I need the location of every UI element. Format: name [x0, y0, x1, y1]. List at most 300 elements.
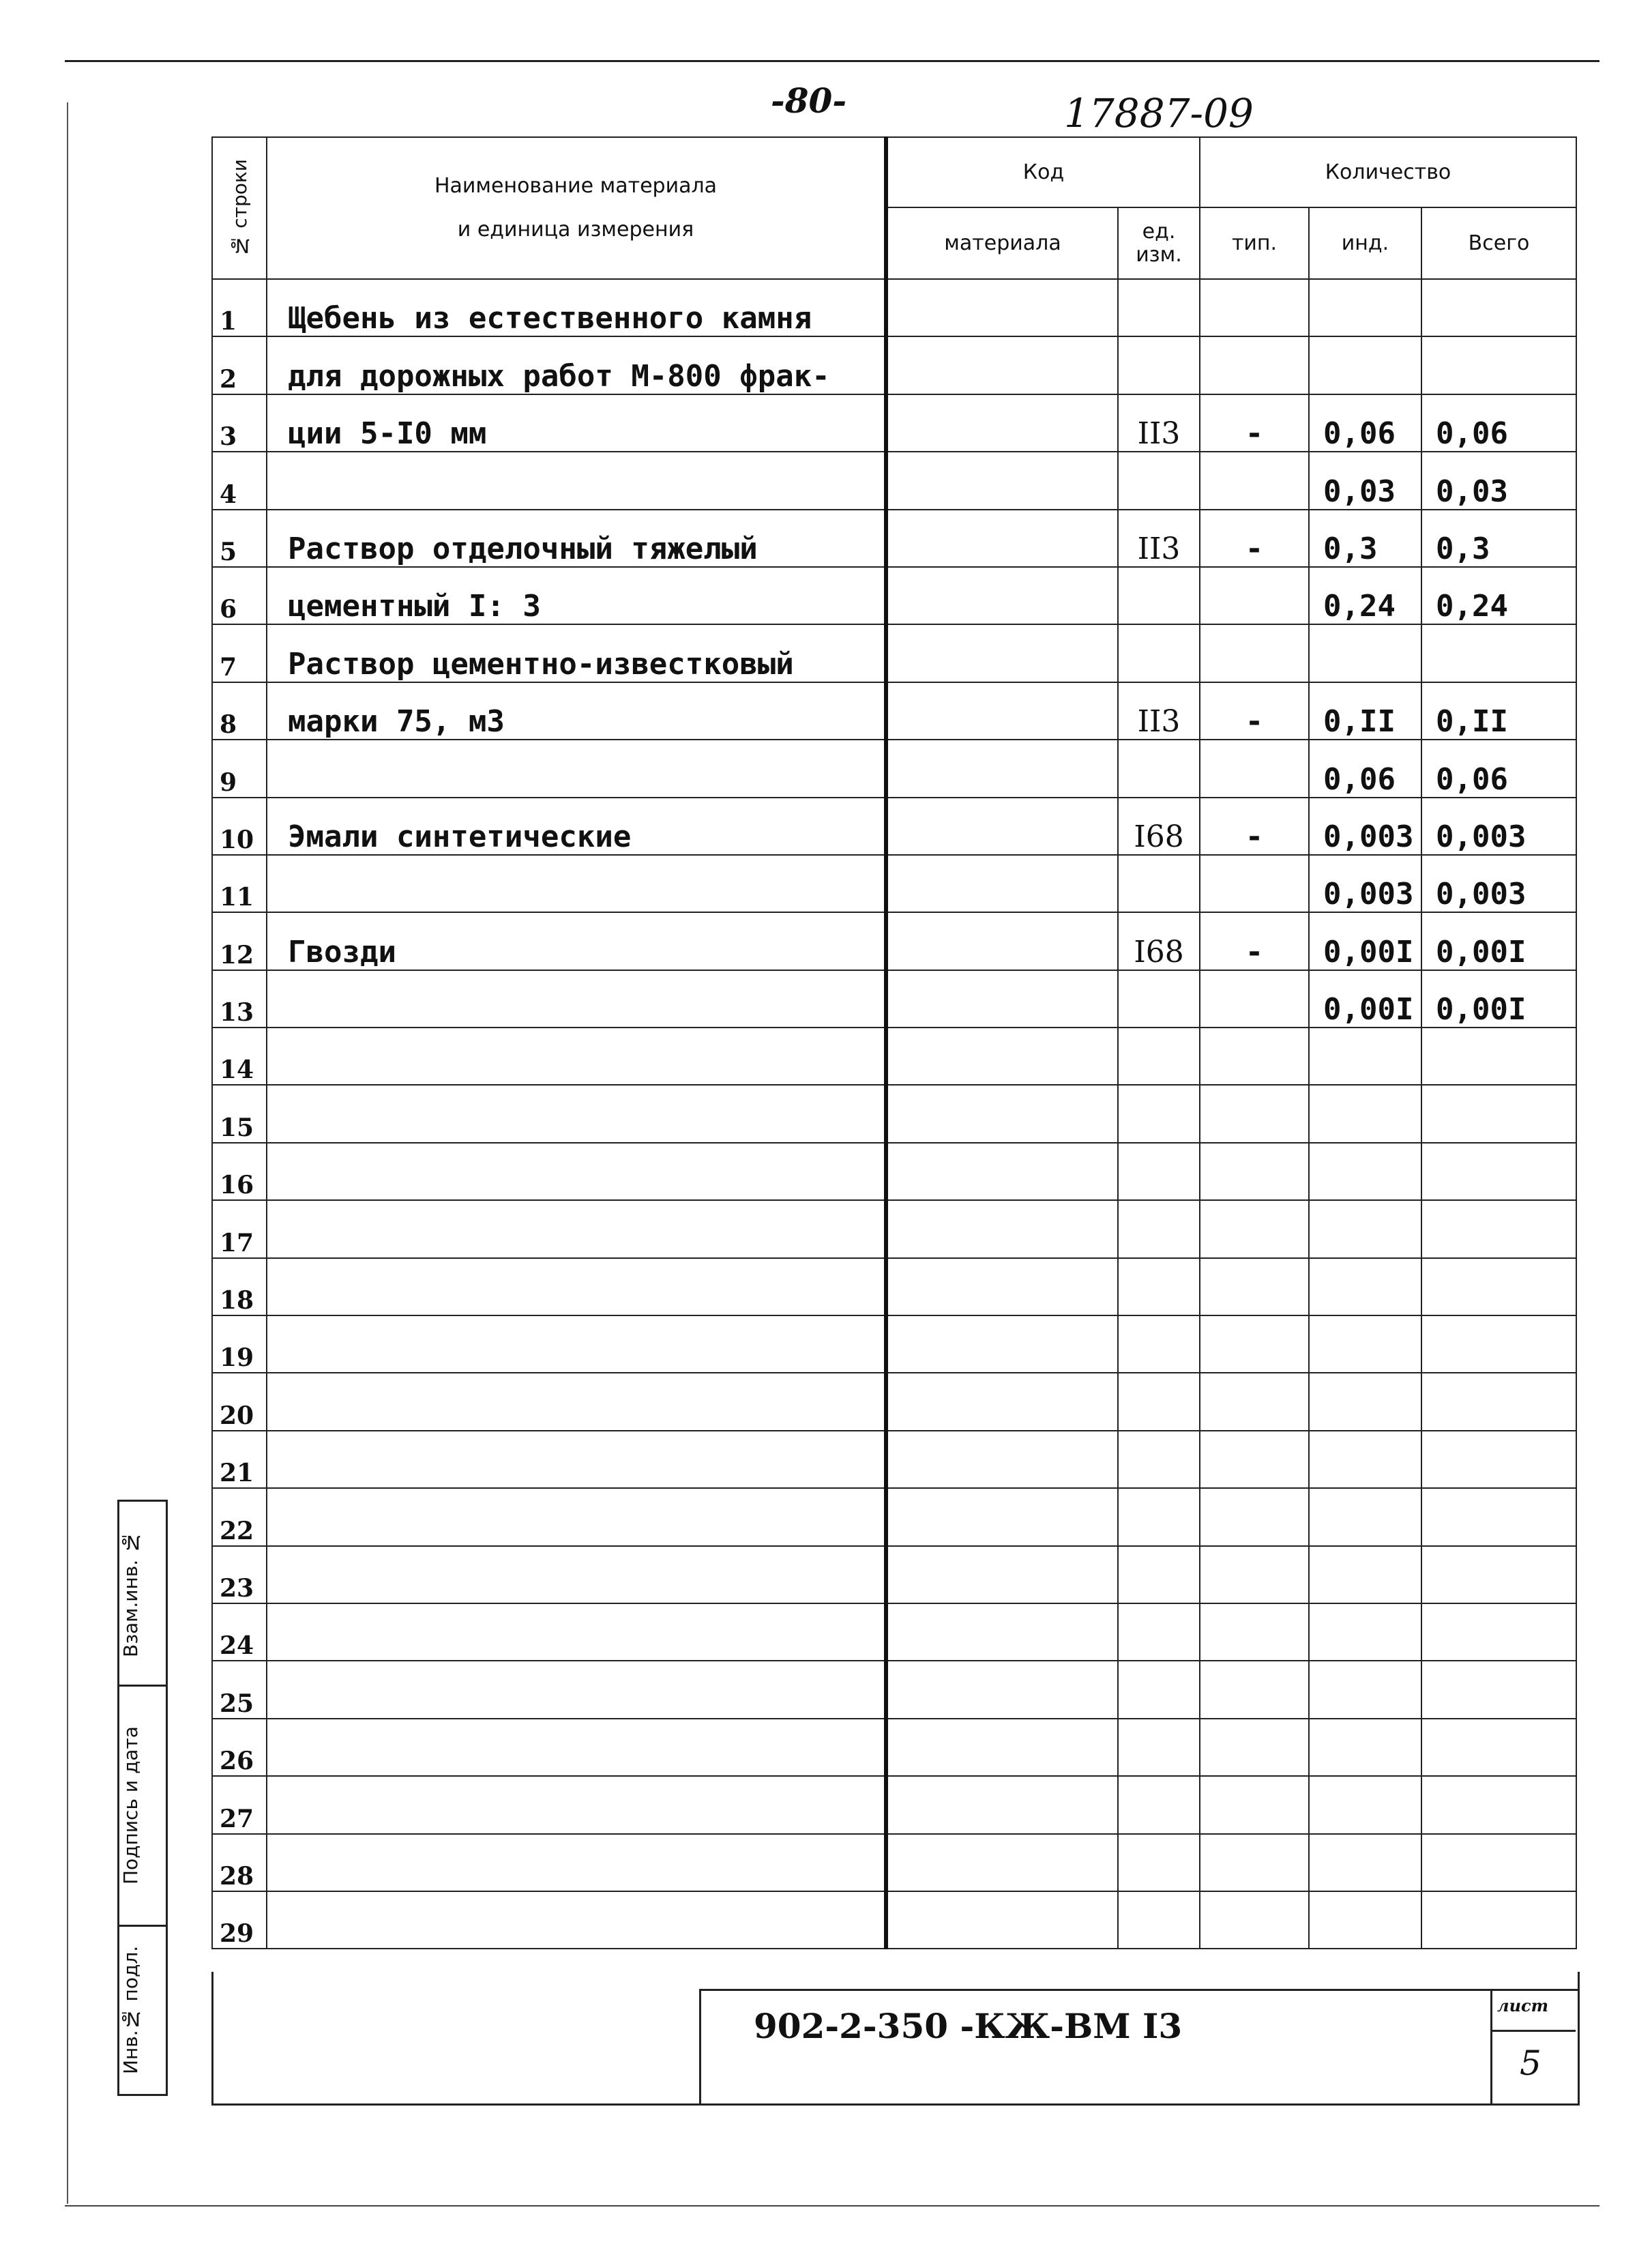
unit-code	[1118, 1431, 1200, 1488]
qty-ind-text: 0,3	[1323, 532, 1377, 567]
qty-ind	[1309, 1315, 1421, 1373]
qty-ind	[1309, 1488, 1421, 1545]
header-code-unit: ед. изм.	[1118, 207, 1200, 279]
qty-total	[1421, 1661, 1576, 1718]
material-name-text: Щебень из естественного камня	[288, 301, 812, 336]
qty-ind	[1309, 567, 1421, 624]
table-row	[212, 1603, 1576, 1661]
table-row	[212, 682, 1576, 740]
header-code-material: материала	[886, 207, 1118, 279]
material-code	[886, 1258, 1118, 1315]
row-number-text: 3	[220, 422, 237, 452]
unit-code-text: II3	[1137, 704, 1181, 740]
qty-ind	[1309, 1661, 1421, 1718]
unit-code	[1118, 912, 1200, 970]
material-code	[886, 1431, 1118, 1488]
page-number: -80-	[771, 81, 847, 121]
designation: 902-2-350 -КЖ-ВМ I3	[754, 2006, 1183, 2046]
material-code	[886, 970, 1118, 1028]
qty-ind	[1309, 855, 1421, 912]
qty-type	[1200, 394, 1309, 452]
qty-type	[1200, 567, 1309, 624]
material-code	[886, 798, 1118, 855]
qty-total	[1421, 1028, 1576, 1085]
row-number-text: 7	[220, 652, 237, 682]
qty-type	[1200, 336, 1309, 394]
qty-type	[1200, 1834, 1309, 1891]
row-number-text: 17	[220, 1228, 254, 1257]
material-name	[267, 740, 886, 797]
qty-total	[1421, 1315, 1576, 1373]
material-code	[886, 394, 1118, 452]
row-number-text: 11	[220, 883, 254, 912]
qty-total	[1421, 1719, 1576, 1776]
material-name-text: для дорожных работ М-800 фрак-	[288, 358, 830, 394]
row-number	[212, 1719, 267, 1776]
material-name	[267, 1315, 886, 1373]
material-code	[886, 1834, 1118, 1891]
row-number	[212, 1834, 267, 1891]
qty-ind	[1309, 1834, 1421, 1891]
material-code	[886, 1891, 1118, 1949]
row-number	[212, 452, 267, 509]
qty-type	[1200, 1661, 1309, 1718]
qty-type	[1200, 1431, 1309, 1488]
stamp-divider	[119, 1925, 166, 1927]
material-name-text: ции 5-I0 мм	[288, 416, 487, 452]
header-qty-ind: инд.	[1309, 207, 1421, 279]
qty-total	[1421, 1200, 1576, 1257]
unit-code	[1118, 1258, 1200, 1315]
row-number	[212, 1603, 267, 1661]
table-row	[212, 279, 1576, 336]
material-name	[267, 510, 886, 567]
material-name	[267, 624, 886, 682]
qty-total	[1421, 1776, 1576, 1833]
material-code	[886, 682, 1118, 740]
qty-ind	[1309, 1603, 1421, 1661]
qty-ind	[1309, 970, 1421, 1028]
qty-ind	[1309, 279, 1421, 336]
unit-code-text: II3	[1137, 531, 1181, 566]
qty-type	[1200, 452, 1309, 509]
material-code	[886, 1488, 1118, 1545]
qty-ind	[1309, 1143, 1421, 1200]
material-code	[886, 1546, 1118, 1603]
material-name-text: цементный I: 3	[288, 589, 541, 624]
material-code	[886, 1315, 1118, 1373]
qty-ind	[1309, 336, 1421, 394]
qty-type	[1200, 510, 1309, 567]
qty-type	[1200, 682, 1309, 740]
row-number-text: 28	[220, 1861, 254, 1891]
qty-type	[1200, 912, 1309, 970]
qty-total	[1421, 394, 1576, 452]
row-number	[212, 682, 267, 740]
row-number	[212, 567, 267, 624]
row-number-text: 15	[220, 1113, 254, 1142]
stamp-inv-orig: Инв.№ подл.	[119, 1945, 142, 2075]
row-number-text: 9	[220, 768, 237, 797]
qty-total	[1421, 452, 1576, 509]
material-name	[267, 1028, 886, 1085]
unit-code	[1118, 1373, 1200, 1430]
unit-code	[1118, 1200, 1200, 1257]
materials-body	[212, 279, 1576, 1949]
row-number	[212, 1315, 267, 1373]
unit-code	[1118, 1834, 1200, 1891]
qty-ind	[1309, 682, 1421, 740]
qty-ind	[1309, 1200, 1421, 1257]
material-name	[267, 394, 886, 452]
qty-ind-text: 0,003	[1323, 877, 1414, 912]
material-code	[886, 336, 1118, 394]
row-number-text: 18	[220, 1286, 254, 1315]
unit-code	[1118, 1028, 1200, 1085]
qty-ind	[1309, 1085, 1421, 1142]
table-row	[212, 394, 1576, 452]
qty-type	[1200, 855, 1309, 912]
table-row	[212, 1719, 1576, 1776]
sheet-number: 5	[1520, 2043, 1542, 2083]
material-name	[267, 1431, 886, 1488]
material-name	[267, 1661, 886, 1718]
row-number-text: 8	[220, 710, 237, 740]
row-number-text: 25	[220, 1689, 254, 1718]
row-number-text: 23	[220, 1573, 254, 1603]
row-number-text: 22	[220, 1516, 254, 1545]
material-name	[267, 1488, 886, 1545]
material-code	[886, 1200, 1118, 1257]
unit-code	[1118, 1085, 1200, 1142]
qty-ind-text: 0,03	[1323, 474, 1396, 509]
qty-total	[1421, 682, 1576, 740]
row-number	[212, 1431, 267, 1488]
qty-total-text: 0,03	[1436, 474, 1508, 509]
header-name: Наименование материала и единица измерения	[267, 137, 886, 279]
material-code	[886, 1603, 1118, 1661]
row-number	[212, 1661, 267, 1718]
unit-code	[1118, 798, 1200, 855]
row-number-text: 20	[220, 1401, 254, 1430]
qty-total-text: 0,06	[1436, 761, 1508, 797]
qty-ind-text: 0,06	[1323, 761, 1396, 797]
stamp-divider	[119, 1685, 166, 1687]
qty-type	[1200, 1028, 1309, 1085]
row-number	[212, 912, 267, 970]
qty-ind-text: 0,00I	[1323, 992, 1414, 1028]
qty-ind	[1309, 510, 1421, 567]
row-number	[212, 1028, 267, 1085]
qty-total	[1421, 1891, 1576, 1949]
qty-type-text: -	[1245, 934, 1264, 970]
qty-type	[1200, 1373, 1309, 1430]
row-number-text: 24	[220, 1631, 254, 1661]
unit-code	[1118, 336, 1200, 394]
qty-total	[1421, 567, 1576, 624]
material-name	[267, 1200, 886, 1257]
material-name	[267, 452, 886, 509]
table-row	[212, 624, 1576, 682]
qty-ind-text: 0,003	[1323, 819, 1413, 855]
sheet-separator	[1490, 2030, 1576, 2032]
material-name	[267, 855, 886, 912]
qty-total	[1421, 1431, 1576, 1488]
material-name	[267, 1719, 886, 1776]
table-row	[212, 336, 1576, 394]
unit-code-text: I68	[1134, 934, 1184, 970]
left-margin-line	[67, 102, 68, 2204]
qty-total	[1421, 912, 1576, 970]
table-row	[212, 1258, 1576, 1315]
material-name-text: марки 75, м3	[288, 704, 505, 740]
material-code	[886, 510, 1118, 567]
header-code: Код	[886, 137, 1200, 207]
unit-code	[1118, 1603, 1200, 1661]
unit-code	[1118, 682, 1200, 740]
qty-total	[1421, 336, 1576, 394]
unit-code	[1118, 970, 1200, 1028]
table-row	[212, 1431, 1576, 1488]
qty-type	[1200, 740, 1309, 797]
qty-total	[1421, 970, 1576, 1028]
unit-code	[1118, 1143, 1200, 1200]
qty-type	[1200, 624, 1309, 682]
qty-total-text: 0,00I	[1436, 935, 1526, 970]
unit-code-text: I68	[1134, 819, 1184, 854]
qty-ind	[1309, 740, 1421, 797]
qty-total	[1421, 1488, 1576, 1545]
stamp-sign-date: Подпись и дата	[119, 1726, 142, 1884]
qty-type	[1200, 798, 1309, 855]
qty-type	[1200, 1488, 1309, 1545]
table-row	[212, 912, 1576, 970]
qty-ind-text: 0,II	[1323, 704, 1396, 740]
unit-code	[1118, 1719, 1200, 1776]
unit-code	[1118, 1661, 1200, 1718]
material-name	[267, 1143, 886, 1200]
qty-type	[1200, 1603, 1309, 1661]
material-name-text: Раствор отделочный тяжелый	[288, 531, 758, 566]
qty-total-text: 0,06	[1436, 416, 1508, 452]
row-number-text: 19	[220, 1343, 254, 1373]
qty-total-text: 0,3	[1436, 532, 1490, 567]
qty-ind	[1309, 1719, 1421, 1776]
qty-total	[1421, 1834, 1576, 1891]
qty-type-text: -	[1245, 531, 1264, 566]
row-number-text: 10	[220, 825, 254, 854]
qty-total-text: 0,003	[1436, 877, 1526, 912]
material-name	[267, 1776, 886, 1833]
table-row	[212, 970, 1576, 1028]
material-name	[267, 1085, 886, 1142]
material-name	[267, 682, 886, 740]
qty-total	[1421, 798, 1576, 855]
row-number	[212, 1200, 267, 1257]
table-row	[212, 1488, 1576, 1545]
qty-type	[1200, 1719, 1309, 1776]
sheet-label: лист	[1497, 1996, 1549, 2015]
table-row	[212, 1834, 1576, 1891]
qty-ind	[1309, 1546, 1421, 1603]
row-number-text: 12	[220, 940, 254, 970]
material-code	[886, 1776, 1118, 1833]
table-row	[212, 567, 1576, 624]
qty-total-text: 0,00I	[1436, 992, 1526, 1028]
material-code	[886, 279, 1118, 336]
unit-code	[1118, 1315, 1200, 1373]
table-row	[212, 510, 1576, 567]
material-name	[267, 1891, 886, 1949]
material-code	[886, 1373, 1118, 1430]
row-number-text: 4	[220, 480, 237, 509]
table-row	[212, 1373, 1576, 1430]
material-code	[886, 452, 1118, 509]
material-name	[267, 336, 886, 394]
material-code	[886, 740, 1118, 797]
row-number-text: 29	[220, 1919, 254, 1949]
row-number-text: 21	[220, 1459, 254, 1488]
qty-type	[1200, 1200, 1309, 1257]
row-number	[212, 1143, 267, 1200]
table-row	[212, 1776, 1576, 1833]
material-code	[886, 1719, 1118, 1776]
qty-total	[1421, 1258, 1576, 1315]
material-code	[886, 1085, 1118, 1142]
qty-total	[1421, 1603, 1576, 1661]
material-name	[267, 970, 886, 1028]
unit-code	[1118, 567, 1200, 624]
qty-type	[1200, 1315, 1309, 1373]
header-row-no: № строки	[212, 137, 267, 279]
material-name	[267, 1546, 886, 1603]
qty-ind	[1309, 1373, 1421, 1430]
qty-total	[1421, 1143, 1576, 1200]
row-number-text: 5	[220, 537, 237, 566]
qty-type-text: -	[1245, 704, 1264, 740]
qty-total	[1421, 624, 1576, 682]
row-number	[212, 1891, 267, 1949]
side-stamp	[117, 1500, 168, 2096]
unit-code	[1118, 740, 1200, 797]
row-number-text: 27	[220, 1804, 254, 1833]
qty-total-text: 0,II	[1436, 704, 1508, 740]
table-row	[212, 855, 1576, 912]
qty-total	[1421, 510, 1576, 567]
table-row	[212, 1546, 1576, 1603]
row-number	[212, 1546, 267, 1603]
table-row	[212, 1085, 1576, 1142]
row-number-text: 6	[220, 595, 237, 624]
top-border-line	[65, 60, 1599, 62]
qty-type	[1200, 279, 1309, 336]
qty-ind	[1309, 1028, 1421, 1085]
table-row	[212, 1661, 1576, 1718]
material-name	[267, 1373, 886, 1430]
material-name-text: Гвозди	[288, 934, 396, 970]
material-name-text: Эмали синтетические	[288, 819, 632, 854]
material-code	[886, 1143, 1118, 1200]
material-name	[267, 1603, 886, 1661]
qty-total	[1421, 740, 1576, 797]
qty-total	[1421, 855, 1576, 912]
unit-code-text: II3	[1137, 416, 1181, 452]
qty-total	[1421, 1546, 1576, 1603]
qty-type	[1200, 970, 1309, 1028]
qty-ind	[1309, 394, 1421, 452]
material-code	[886, 912, 1118, 970]
row-number	[212, 1373, 267, 1430]
unit-code	[1118, 279, 1200, 336]
qty-type	[1200, 1258, 1309, 1315]
qty-ind	[1309, 912, 1421, 970]
qty-ind	[1309, 1431, 1421, 1488]
unit-code	[1118, 1488, 1200, 1545]
header-qty-total: Всего	[1421, 207, 1576, 279]
row-number	[212, 279, 267, 336]
row-number-text: 1	[220, 307, 237, 336]
materials-table	[211, 136, 1577, 1949]
row-number	[212, 970, 267, 1028]
material-code	[886, 1661, 1118, 1718]
table-row	[212, 1891, 1576, 1949]
row-number	[212, 394, 267, 452]
unit-code	[1118, 1546, 1200, 1603]
table-row	[212, 740, 1576, 797]
bottom-border-line	[65, 2205, 1599, 2207]
qty-total-text: 0,003	[1436, 819, 1526, 855]
qty-ind-text: 0,24	[1323, 589, 1396, 624]
row-number	[212, 1488, 267, 1545]
row-number	[212, 1085, 267, 1142]
unit-code	[1118, 855, 1200, 912]
material-name	[267, 912, 886, 970]
qty-type	[1200, 1891, 1309, 1949]
unit-code	[1118, 1776, 1200, 1833]
qty-ind	[1309, 624, 1421, 682]
row-number-text: 13	[220, 998, 254, 1028]
qty-total	[1421, 1085, 1576, 1142]
unit-code	[1118, 1891, 1200, 1949]
unit-code	[1118, 624, 1200, 682]
row-number	[212, 336, 267, 394]
header-quantity: Количество	[1200, 137, 1576, 207]
qty-type	[1200, 1776, 1309, 1833]
material-code	[886, 567, 1118, 624]
qty-ind-text: 0,06	[1323, 416, 1396, 452]
qty-total-text: 0,24	[1436, 589, 1508, 624]
qty-ind	[1309, 798, 1421, 855]
qty-ind-text: 0,00I	[1323, 935, 1413, 970]
material-code	[886, 1028, 1118, 1085]
qty-type-text: -	[1245, 416, 1264, 452]
material-name	[267, 1258, 886, 1315]
unit-code	[1118, 394, 1200, 452]
row-number	[212, 798, 267, 855]
row-number	[212, 855, 267, 912]
row-number	[212, 1258, 267, 1315]
table-row	[212, 1200, 1576, 1257]
material-name	[267, 567, 886, 624]
material-code	[886, 624, 1118, 682]
table-row	[212, 1028, 1576, 1085]
row-number	[212, 510, 267, 567]
qty-type	[1200, 1085, 1309, 1142]
qty-ind	[1309, 1776, 1421, 1833]
qty-type-text: -	[1245, 819, 1264, 854]
qty-ind	[1309, 1258, 1421, 1315]
material-name	[267, 798, 886, 855]
